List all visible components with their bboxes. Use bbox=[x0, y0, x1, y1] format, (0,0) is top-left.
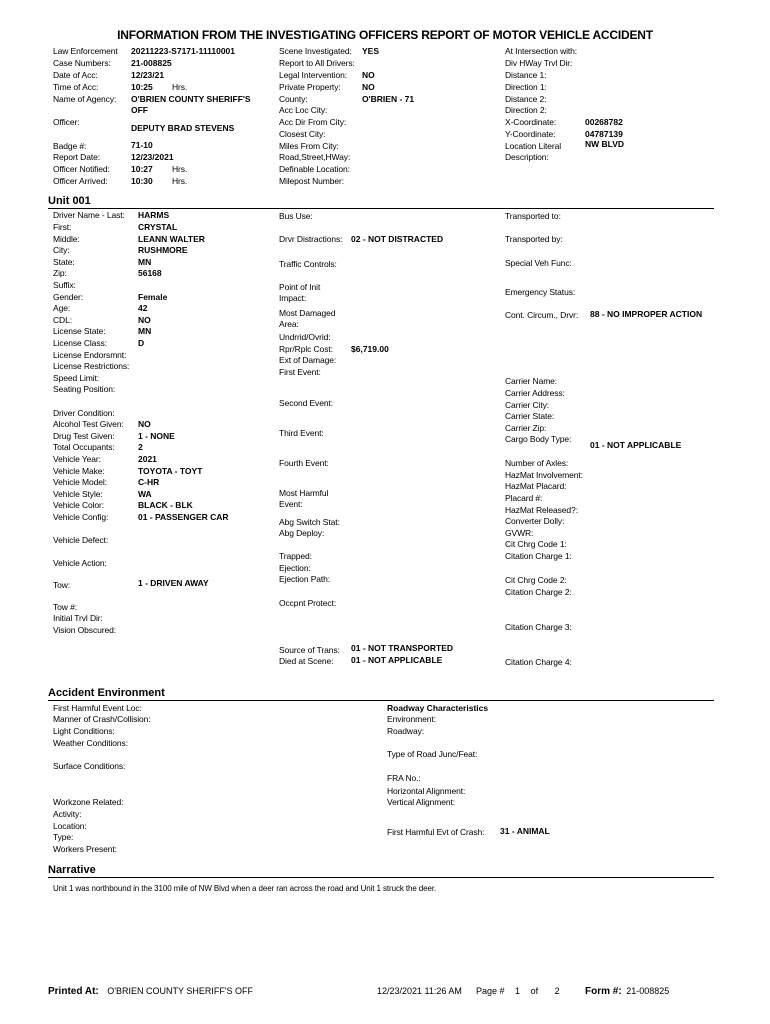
officer-notified-value: 10:27 bbox=[131, 164, 153, 174]
acc-dir-from-city-label: Acc Dir From City: bbox=[279, 117, 347, 127]
driver-city-value: RUSHMORE bbox=[138, 245, 188, 255]
officer-label: Officer: bbox=[53, 117, 80, 127]
workzone-related-label: Workzone Related: bbox=[53, 797, 124, 807]
driver-city-label: City: bbox=[53, 245, 70, 255]
narrative-divider bbox=[48, 877, 714, 878]
vehicle-style-value: WA bbox=[138, 489, 152, 499]
environment-heading: Accident Environment bbox=[48, 687, 165, 699]
acc-loc-city-label: Acc Loc City: bbox=[279, 105, 328, 115]
source-of-trans-label: Source of Trans: bbox=[279, 645, 340, 655]
area-label: Area: bbox=[279, 319, 299, 329]
license-state-label: License State: bbox=[53, 326, 106, 336]
unit-divider bbox=[48, 208, 714, 209]
report-date-label: Report Date: bbox=[53, 152, 100, 162]
first-event-label: First Event: bbox=[279, 367, 321, 377]
narrative-heading: Narrative bbox=[48, 864, 96, 876]
age-label: Age: bbox=[53, 303, 71, 313]
citation-charge-3-label: Citation Charge 3: bbox=[505, 622, 572, 632]
description-label: Description: bbox=[505, 152, 549, 162]
light-conditions-label: Light Conditions: bbox=[53, 726, 115, 736]
gender-value: Female bbox=[138, 292, 168, 302]
cont-circum-label: Cont. Circum., Drvr: bbox=[505, 310, 579, 320]
date-of-acc-value: 12/23/21 bbox=[131, 70, 165, 80]
private-property-label: Private Property: bbox=[279, 82, 341, 92]
carrier-zip-label: Carrier Zip: bbox=[505, 423, 547, 433]
y-coordinate-label: Y-Coordinate: bbox=[505, 129, 556, 139]
most-damaged-label: Most Damaged bbox=[279, 308, 336, 318]
vehicle-action-label: Vehicle Action: bbox=[53, 558, 107, 568]
vehicle-year-value: 2021 bbox=[138, 454, 157, 464]
badge-label: Badge #: bbox=[53, 141, 87, 151]
county-label: County: bbox=[279, 94, 308, 104]
tow-label: Tow: bbox=[53, 580, 71, 590]
citation-charge-2-label: Citation Charge 2: bbox=[505, 587, 572, 597]
driver-zip-value: 56168 bbox=[138, 268, 162, 278]
vehicle-model-label: Vehicle Model: bbox=[53, 477, 107, 487]
source-of-trans-value: 01 - NOT TRANSPORTED bbox=[351, 643, 454, 653]
alcohol-test-value: NO bbox=[138, 419, 151, 429]
seating-position-label: Seating Position: bbox=[53, 384, 116, 394]
environment-divider bbox=[48, 700, 714, 701]
cargo-body-type-label: Cargo Body Type: bbox=[505, 434, 572, 444]
vehicle-make-value: TOYOTA - TOYT bbox=[138, 466, 203, 476]
rpr-rplc-cost-label: Rpr/Rplc Cost: bbox=[279, 344, 333, 354]
page-total: 2 bbox=[554, 986, 560, 996]
location-literal-value: NW BLVD bbox=[585, 139, 625, 149]
printed-at bbox=[48, 986, 253, 997]
surface-conditions-label: Surface Conditions: bbox=[53, 761, 126, 771]
license-restrictions-label: License Restrictions: bbox=[53, 361, 130, 371]
environment-label: Environment: bbox=[387, 714, 436, 724]
date-of-acc-label: Date of Acc: bbox=[53, 70, 98, 80]
driver-zip-label: Zip: bbox=[53, 268, 67, 278]
scene-investigated-label: Scene Investigated: bbox=[279, 46, 352, 56]
print-datetime: 12/23/2021 11:26 AM bbox=[377, 986, 462, 996]
driver-last-label: Driver Name - Last: bbox=[53, 210, 125, 220]
report-date-value: 12/23/2021 bbox=[131, 152, 174, 162]
number-of-axles-label: Number of Axles: bbox=[505, 458, 569, 468]
alcohol-test-label: Alcohol Test Given: bbox=[53, 419, 124, 429]
vehicle-color-value: BLACK - BLK bbox=[138, 500, 193, 510]
vehicle-model-value: C-HR bbox=[138, 477, 160, 487]
third-event-label: Third Event: bbox=[279, 428, 324, 438]
impact-label: Impact: bbox=[279, 293, 307, 303]
license-class-value: D bbox=[138, 338, 145, 348]
transported-by-label: Transported by: bbox=[505, 234, 563, 244]
location-literal-label: Location Literal bbox=[505, 141, 562, 151]
agency-value: O'BRIEN COUNTY SHERIFF'S bbox=[131, 94, 251, 104]
ejection-path-label: Ejection Path: bbox=[279, 574, 331, 584]
direction-1-label: Direction 1: bbox=[505, 82, 547, 92]
cdl-value: NO bbox=[138, 315, 151, 325]
y-coordinate-value: 04787139 bbox=[585, 129, 623, 139]
legal-intervention-label: Legal Intervention: bbox=[279, 70, 348, 80]
page-indicator bbox=[476, 986, 560, 996]
carrier-city-label: Carrier City: bbox=[505, 400, 550, 410]
printed-at-label: Printed At: bbox=[48, 986, 99, 997]
page-number: 1 bbox=[515, 986, 521, 996]
location-label: Location: bbox=[53, 821, 87, 831]
cit-chrg-code-2-label: Cit Chrg Code 2: bbox=[505, 575, 567, 585]
driver-state-value: MN bbox=[138, 257, 152, 267]
ejection-label: Ejection: bbox=[279, 563, 311, 573]
cont-circum-value: 88 - NO IMPROPER ACTION bbox=[590, 309, 703, 319]
vision-obscured-label: Vision Obscured: bbox=[53, 625, 116, 635]
narrative-text: Unit 1 was northbound in the 3100 mile of NW Blvd when a deer ran across the road and Unit 1 struck the deer. bbox=[53, 884, 437, 893]
closest-city-label: Closest City: bbox=[279, 129, 326, 139]
driver-state-label: State: bbox=[53, 257, 75, 267]
abg-deploy-label: Abg Deploy: bbox=[279, 528, 325, 538]
agency-value-cont: OFF bbox=[131, 105, 148, 115]
second-event-label: Second Event: bbox=[279, 398, 333, 408]
div-hway-label: Div HWay Trvl Dir: bbox=[505, 58, 573, 68]
undrrid-ovrid-label: Undrrid/Ovrid: bbox=[279, 332, 331, 342]
private-property-value: NO bbox=[362, 82, 375, 92]
died-at-scene-value: 01 - NOT APPLICABLE bbox=[351, 655, 443, 665]
time-of-acc-value: 10:25 bbox=[131, 82, 153, 92]
case-numbers-label: Case Numbers: bbox=[53, 58, 111, 68]
officer-arrived-value: 10:30 bbox=[131, 176, 153, 186]
driver-last-value: HARMS bbox=[138, 210, 170, 220]
driver-first-label: First: bbox=[53, 222, 72, 232]
citation-charge-1-label: Citation Charge 1: bbox=[505, 551, 572, 561]
report-all-drivers-label: Report to All Drivers: bbox=[279, 58, 355, 68]
roadway-label: Roadway: bbox=[387, 726, 424, 736]
unit-heading: Unit 001 bbox=[48, 195, 91, 207]
age-value: 42 bbox=[138, 303, 148, 313]
vehicle-defect-label: Vehicle Defect: bbox=[53, 535, 109, 545]
traffic-controls-label: Traffic Controls: bbox=[279, 259, 337, 269]
distance-2-label: Distance 2: bbox=[505, 94, 547, 104]
milepost-number-label: Milepost Number: bbox=[279, 176, 345, 186]
time-of-acc-unit: Hrs. bbox=[172, 82, 188, 92]
page-of-label: of bbox=[530, 986, 539, 996]
hazmat-released-label: HazMat Released?: bbox=[505, 505, 578, 515]
gender-label: Gender: bbox=[53, 292, 84, 302]
x-coordinate-value: 00268782 bbox=[585, 117, 623, 127]
vehicle-year-label: Vehicle Year: bbox=[53, 454, 101, 464]
form-number bbox=[585, 986, 669, 997]
workers-present-label: Workers Present: bbox=[53, 844, 117, 854]
driver-first-value: CRYSTAL bbox=[138, 222, 178, 232]
cargo-body-type-value: 01 - NOT APPLICABLE bbox=[590, 440, 682, 450]
type-of-road-junc-label: Type of Road Junc/Feat: bbox=[387, 749, 478, 759]
rpr-rplc-cost-value: $6,719.00 bbox=[351, 344, 389, 354]
cdl-label: CDL: bbox=[53, 315, 72, 325]
driver-middle-label: Middle: bbox=[53, 234, 80, 244]
driver-suffix-label: Suffix: bbox=[53, 280, 76, 290]
definable-location-label: Definable Location: bbox=[279, 164, 350, 174]
type-label: Type: bbox=[53, 832, 74, 842]
activity-label: Activity: bbox=[53, 809, 82, 819]
hazmat-involvement-label: HazMat Involvement: bbox=[505, 470, 583, 480]
total-occupants-label: Total Occupants: bbox=[53, 442, 115, 452]
county-value: O'BRIEN - 71 bbox=[362, 94, 415, 104]
officer-notified-unit: Hrs. bbox=[172, 164, 188, 174]
emergency-status-label: Emergency Status: bbox=[505, 287, 576, 297]
weather-conditions-label: Weather Conditions: bbox=[53, 738, 128, 748]
carrier-name-label: Carrier Name: bbox=[505, 376, 558, 386]
miles-from-city-label: Miles From City: bbox=[279, 141, 339, 151]
drvr-distractions-value: 02 - NOT DISTRACTED bbox=[351, 234, 444, 244]
fourth-event-label: Fourth Event: bbox=[279, 458, 329, 468]
total-occupants-value: 2 bbox=[138, 442, 143, 452]
agency-label: Name of Agency: bbox=[53, 94, 117, 104]
at-intersection-label: At Intersection with: bbox=[505, 46, 578, 56]
vehicle-color-label: Vehicle Color: bbox=[53, 500, 105, 510]
most-harmful-label: Most Harmful bbox=[279, 488, 329, 498]
tow-number-label: Tow #: bbox=[53, 602, 77, 612]
scene-investigated-value: YES bbox=[362, 46, 380, 56]
special-veh-func-label: Special Veh Func: bbox=[505, 258, 572, 268]
printed-at-value: O'BRIEN COUNTY SHERIFF'S OFF bbox=[107, 986, 254, 996]
occpnt-protect-label: Occpnt Protect: bbox=[279, 598, 337, 608]
form-value: 21-008825 bbox=[626, 986, 670, 996]
drug-test-label: Drug Test Given: bbox=[53, 431, 115, 441]
legal-intervention-value: NO bbox=[362, 70, 375, 80]
transported-to-label: Transported to: bbox=[505, 211, 561, 221]
most-harmful-event-label: Event: bbox=[279, 499, 303, 509]
drvr-distractions-label: Drvr Distractions: bbox=[279, 234, 343, 244]
vehicle-make-label: Vehicle Make: bbox=[53, 466, 105, 476]
roadway-characteristics-heading: Roadway Characteristics bbox=[387, 703, 489, 713]
initial-trvl-dir-label: Initial Trvl Dir: bbox=[53, 613, 103, 623]
officer-value: DEPUTY BRAD STEVENS bbox=[131, 123, 235, 133]
gvwr-label: GVWR: bbox=[505, 528, 534, 538]
ext-of-damage-label: Ext of Damage: bbox=[279, 355, 337, 365]
badge-value: 71-10 bbox=[131, 140, 153, 150]
drug-test-value: 1 - NONE bbox=[138, 431, 175, 441]
fra-no-label: FRA No.: bbox=[387, 773, 421, 783]
road-street-label: Road,Street,HWay: bbox=[279, 152, 351, 162]
carrier-address-label: Carrier Address: bbox=[505, 388, 565, 398]
converter-dolly-label: Converter Dolly: bbox=[505, 516, 565, 526]
law-enforcement-value: 20211223-S7171-11110001 bbox=[131, 46, 236, 56]
case-numbers-value: 21-008825 bbox=[131, 58, 172, 68]
hazmat-placard-label: HazMat Placard: bbox=[505, 481, 567, 491]
time-of-acc-label: Time of Acc: bbox=[53, 82, 99, 92]
license-class-label: License Class: bbox=[53, 338, 107, 348]
manner-of-crash-label: Manner of Crash/Collision: bbox=[53, 714, 151, 724]
page-label: Page # bbox=[476, 986, 505, 996]
officer-arrived-label: Officer Arrived: bbox=[53, 176, 108, 186]
horizontal-alignment-label: Horizontal Alignment: bbox=[387, 786, 466, 796]
trapped-label: Trapped: bbox=[279, 551, 312, 561]
license-state-value: MN bbox=[138, 326, 152, 336]
report-title: INFORMATION FROM THE INVESTIGATING OFFICERS REPORT OF MOTOR VEHICLE ACCIDENT bbox=[117, 28, 653, 42]
x-coordinate-label: X-Coordinate: bbox=[505, 117, 557, 127]
form-label: Form #: bbox=[585, 986, 622, 997]
vehicle-config-value: 01 - PASSENGER CAR bbox=[138, 512, 229, 522]
driver-condition-label: Driver Condition: bbox=[53, 408, 115, 418]
died-at-scene-label: Died at Scene: bbox=[279, 656, 334, 666]
cit-chrg-code-1-label: Cit Chrg Code 1: bbox=[505, 539, 567, 549]
abg-switch-stat-label: Abg Switch Stat: bbox=[279, 517, 340, 527]
carrier-state-label: Carrier State: bbox=[505, 411, 555, 421]
driver-middle-value: LEANN WALTER bbox=[138, 234, 205, 244]
point-of-init-label: Point of Init bbox=[279, 282, 321, 292]
first-harmful-evt-value: 31 - ANIMAL bbox=[500, 826, 550, 836]
speed-limit-label: Speed Limit: bbox=[53, 373, 100, 383]
vehicle-style-label: Vehicle Style: bbox=[53, 489, 103, 499]
tow-value: 1 - DRIVEN AWAY bbox=[138, 578, 209, 588]
bus-use-label: Bus Use: bbox=[279, 211, 313, 221]
citation-charge-4-label: Citation Charge 4: bbox=[505, 657, 572, 667]
license-endorsmnt-label: License Endorsmnt: bbox=[53, 350, 127, 360]
officer-arrived-unit: Hrs. bbox=[172, 176, 188, 186]
distance-1-label: Distance 1: bbox=[505, 70, 547, 80]
law-enforcement-label: Law Enforcement bbox=[53, 46, 118, 56]
first-harmful-event-loc-label: First Harmful Event Loc: bbox=[53, 703, 142, 713]
direction-2-label: Direction 2: bbox=[505, 105, 547, 115]
placard-number-label: Placard #: bbox=[505, 493, 543, 503]
vertical-alignment-label: Vertical Alignment: bbox=[387, 797, 456, 807]
vehicle-config-label: Vehicle Config: bbox=[53, 512, 109, 522]
first-harmful-evt-label: First Harmful Evt of Crash: bbox=[387, 827, 485, 837]
officer-notified-label: Officer Notified: bbox=[53, 164, 110, 174]
